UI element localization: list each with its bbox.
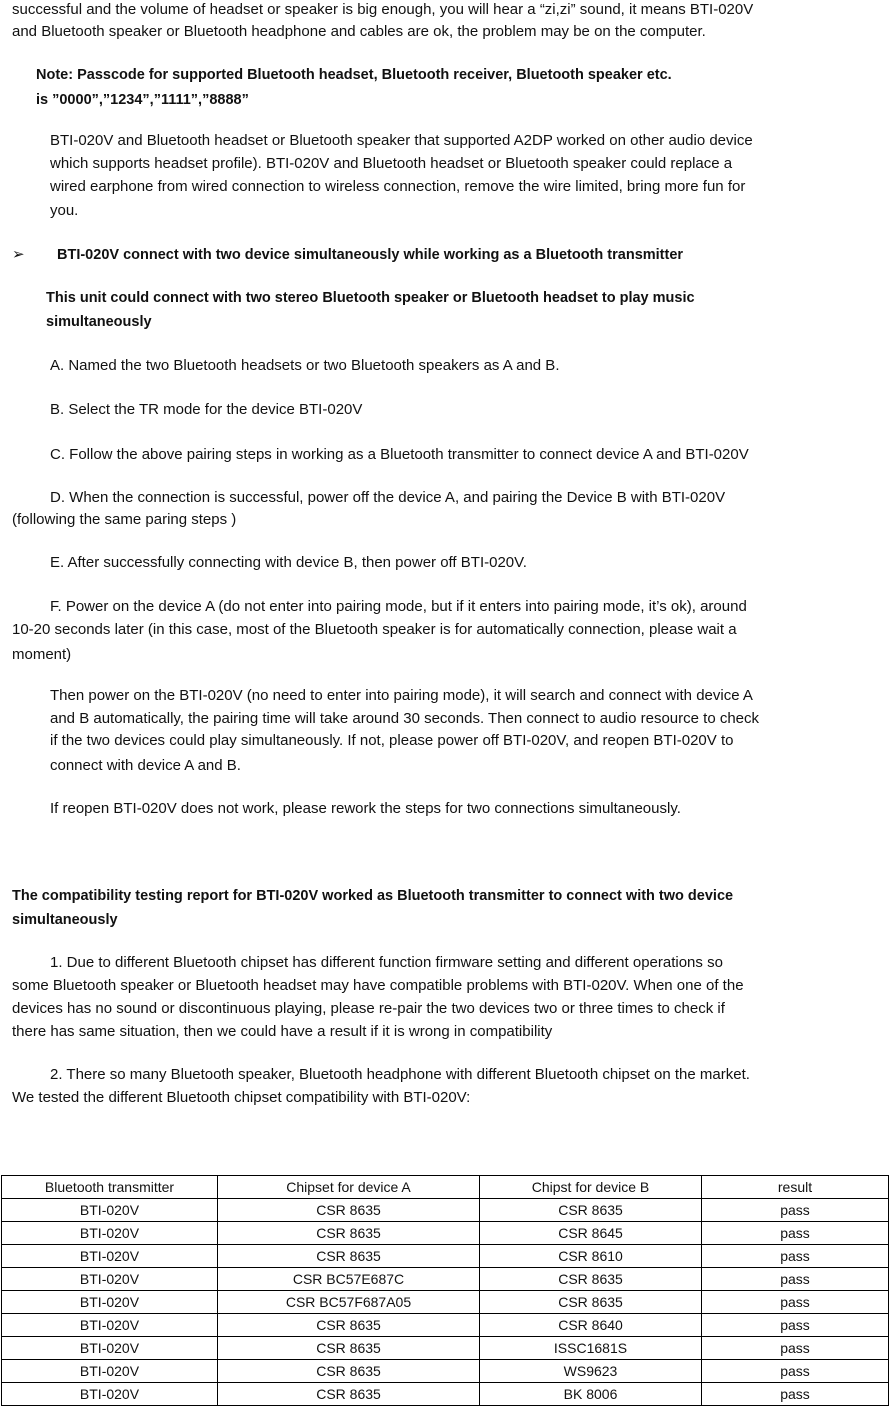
report-paragraph-line: We tested the different Bluetooth chipset compatibility with BTI-020V: [12,1089,471,1106]
step-e: E. After successfully connecting with device B, then power off BTI-020V. [50,554,527,571]
table-cell: CSR 8635 [218,1222,480,1245]
table-cell: BTI-020V [2,1360,218,1383]
intro-line: and Bluetooth speaker or Bluetooth headphone and cables are ok, the problem may be on the computer. [12,23,706,40]
table-cell: BTI-020V [2,1337,218,1360]
table-row [2,1245,889,1268]
step-d-continued: (following the same paring steps ) [12,511,237,528]
table-cell: BTI-020V [2,1222,218,1245]
table-cell: pass [702,1291,889,1314]
table-cell: pass [702,1314,889,1337]
report-heading: The compatibility testing report for BTI-020V worked as Bluetooth transmitter to connect with two device [12,888,734,904]
report-paragraph-line: some Bluetooth speaker or Bluetooth headset may have compatible problems with BTI-020V. When one of the [12,977,744,994]
a2dp-paragraph-line: BTI-020V and Bluetooth headset or Bluetooth speaker that supported A2DP worked on other audio device [50,132,753,149]
step-c: C. Follow the above pairing steps in working as a Bluetooth transmitter to connect device A and BTI-020V [50,446,749,463]
step-f-continued: moment) [12,646,72,663]
table-cell: CSR 8635 [480,1291,702,1314]
step-f: F. Power on the device A (do not enter into pairing mode, but if it enters into pairing mode, it’s ok), around [50,598,747,615]
a2dp-paragraph-line: wired earphone from wired connection to wireless connection, remove the wire limited, bring more fun for [50,178,746,195]
a2dp-paragraph-line: which supports headset profile). BTI-020V and Bluetooth headset or Bluetooth speaker could replace a [50,155,733,172]
table-row [2,1337,889,1360]
section-heading: BTI-020V connect with two device simultaneously while working as a Bluetooth transmitter [57,247,684,263]
table-cell: BTI-020V [2,1291,218,1314]
section-subheading: This unit could connect with two stereo Bluetooth speaker or Bluetooth headset to play music [46,290,695,306]
table-cell: pass [702,1222,889,1245]
table-cell: pass [702,1360,889,1383]
table-row [2,1199,889,1222]
table-row [2,1360,889,1383]
table-cell: pass [702,1337,889,1360]
table-cell: BK 8006 [480,1383,702,1406]
column-header: Chipset for device A [218,1176,480,1199]
table-cell: CSR BC57E687C [218,1268,480,1291]
table-cell: BTI-020V [2,1314,218,1337]
a2dp-paragraph-line: you. [50,202,79,219]
table-cell: CSR BC57F687A05 [218,1291,480,1314]
report-heading: simultaneously [12,912,118,928]
then-paragraph-line: Then power on the BTI-020V (no need to enter into pairing mode), it will search and connect with device A [50,687,753,704]
table-cell: BTI-020V [2,1383,218,1406]
table-cell: CSR 8645 [480,1222,702,1245]
table-row [2,1268,889,1291]
then-paragraph-line: connect with device A and B. [50,757,241,774]
table-header-row [2,1176,889,1199]
column-header: Chipst for device B [480,1176,702,1199]
table-cell: WS9623 [480,1360,702,1383]
table-cell: pass [702,1383,889,1406]
table-row [2,1222,889,1245]
table-row [2,1291,889,1314]
bullet-arrow-icon: ➢ [12,246,25,263]
report-paragraph-line: 1. Due to different Bluetooth chipset has different function firmware setting and different operations so [50,954,723,971]
table-cell: CSR 8635 [480,1268,702,1291]
step-f-continued: 10-20 seconds later (in this case, most of the Bluetooth speaker is for automatically connection, please wait a [12,621,737,638]
table-cell: CSR 8610 [480,1245,702,1268]
report-paragraph-line: there has same situation, then we could have a result if it is wrong in compatibility [12,1023,553,1040]
table-cell: CSR 8635 [218,1314,480,1337]
compatibility-table [1,1175,889,1406]
table-row [2,1383,889,1406]
step-d: D. When the connection is successful, power off the device A, and pairing the Device B with BTI-020V [50,489,726,506]
table-cell: pass [702,1245,889,1268]
table-cell: CSR 8635 [218,1360,480,1383]
passcode-note: Note: Passcode for supported Bluetooth headset, Bluetooth receiver, Bluetooth speaker etc. [36,67,672,83]
table-cell: BTI-020V [2,1245,218,1268]
table-cell: CSR 8635 [218,1199,480,1222]
table-row [2,1314,889,1337]
then-paragraph-line: if the two devices could play simultaneously. If not, please power off BTI-020V, and reopen BTI-020V to [50,732,734,749]
table-cell: CSR 8640 [480,1314,702,1337]
table-cell: ISSC1681S [480,1337,702,1360]
table-cell: pass [702,1199,889,1222]
report-paragraph-line: devices has no sound or discontinuous playing, please re-pair the two devices two or three times to check if [12,1000,725,1017]
step-b: B. Select the TR mode for the device BTI-020V [50,401,363,418]
intro-line: successful and the volume of headset or speaker is big enough, you will hear a “zi,zi” sound, it means BTI-020V [12,1,754,18]
section-subheading: simultaneously [46,314,152,330]
report-paragraph-line: 2. There so many Bluetooth speaker, Bluetooth headphone with different Bluetooth chipset on the market. [50,1066,750,1083]
table-cell: CSR 8635 [218,1245,480,1268]
table-cell: CSR 8635 [218,1383,480,1406]
step-a: A. Named the two Bluetooth headsets or two Bluetooth speakers as A and B. [50,357,560,374]
passcode-values: is ”0000”,”1234”,”1111”,”8888” [36,92,249,108]
table-cell: CSR 8635 [218,1337,480,1360]
table-cell: BTI-020V [2,1268,218,1291]
table-cell: pass [702,1268,889,1291]
column-header: Bluetooth transmitter [2,1176,218,1199]
table-cell: CSR 8635 [480,1199,702,1222]
column-header: result [702,1176,889,1199]
then-paragraph-line: and B automatically, the pairing time will take around 30 seconds. Then connect to audio resource to check [50,710,760,727]
table-cell: BTI-020V [2,1199,218,1222]
reopen-note: If reopen BTI-020V does not work, please rework the steps for two connections simultaneously. [50,800,681,817]
